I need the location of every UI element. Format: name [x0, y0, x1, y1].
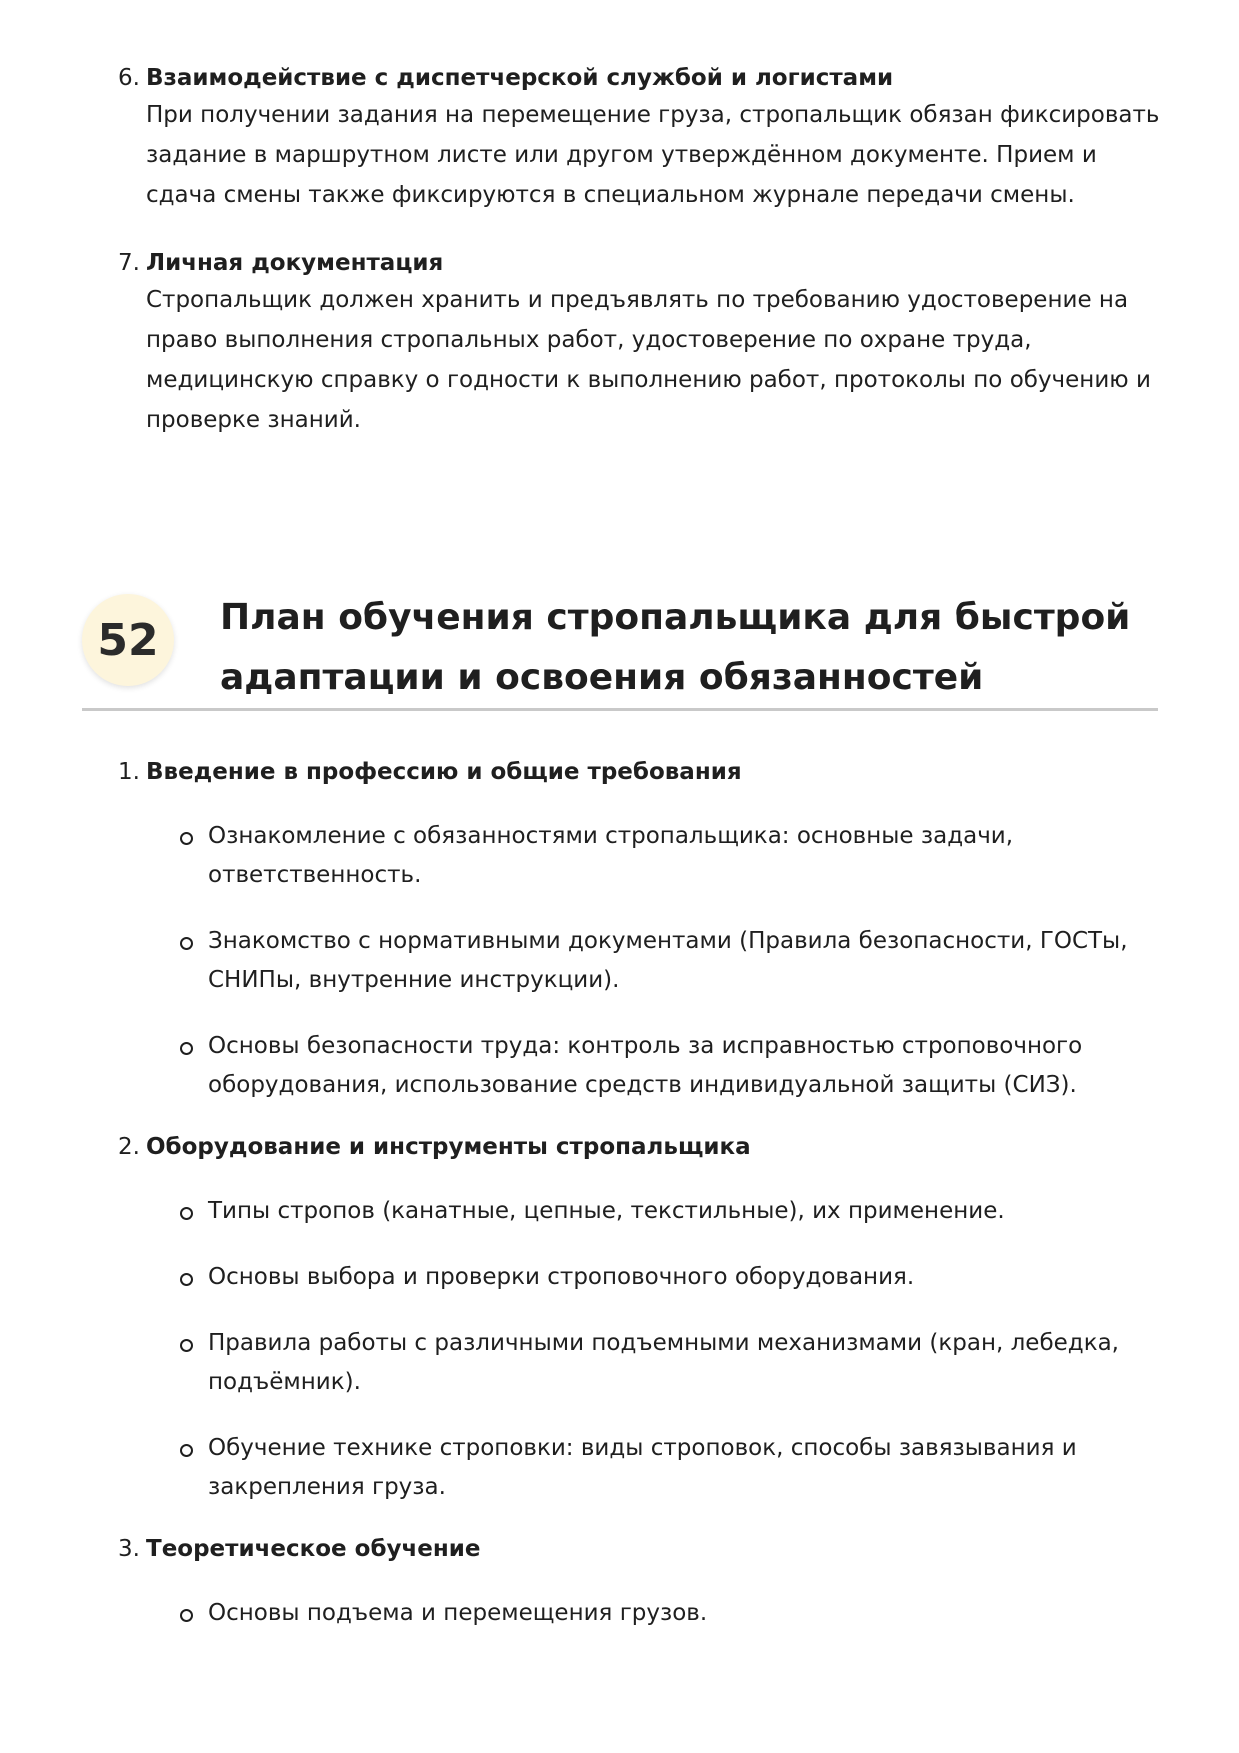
plan-item-number: 3. [118, 1536, 140, 1562]
plan-item-number: 2. [118, 1134, 140, 1160]
bullet-item [208, 1192, 1168, 1231]
item-body: Стропальщик должен хранить и предъявлять по требованию удостоверение на право выполнения стропальных работ, удостоверение по охране труда, медицинскую справку о годности к выполнению работ, протоколы по обучению и проверке знаний. [146, 287, 1151, 433]
bullet-text: Основы безопасности труда: контроль за исправностью строповочного оборудования, использование средств индивидуальной защиты (СИЗ). [208, 1033, 1083, 1098]
bullet-text: Основы выбора и проверки строповочного оборудования. [208, 1264, 915, 1290]
bullet-list [208, 1192, 1168, 1507]
bullet-text: Ознакомление с обязанностями стропальщика: основные задачи, ответственность. [208, 823, 1014, 888]
plan-item [118, 1132, 1168, 1507]
plan-item-number: 1. [118, 759, 140, 785]
plan-item-title: Оборудование и инструменты стропальщика [146, 1134, 751, 1160]
list-item [118, 63, 1168, 215]
circle-bullet-icon [180, 1042, 193, 1055]
item-title: Взаимодействие с диспетчерской службой и логистами [146, 65, 894, 91]
bullet-text: Обучение технике строповки: виды строповок, способы завязывания и закрепления груза. [208, 1435, 1077, 1500]
bullet-list [208, 1594, 1168, 1633]
bullet-text: Правила работы с различными подъемными механизмами (кран, лебедка, подъёмник). [208, 1330, 1119, 1395]
section-number-badge: 52 [82, 594, 174, 686]
bullet-text: Знакомство с нормативными документами (Правила безопасности, ГОСТы, СНИПы, внутренние инструкции). [208, 928, 1128, 993]
bullet-text: Основы подъема и перемещения грузов. [208, 1600, 708, 1626]
circle-bullet-icon [180, 1207, 193, 1220]
circle-bullet-icon [180, 1444, 193, 1457]
item-title: Личная документация [146, 250, 444, 276]
plan-item [118, 757, 1168, 1105]
training-plan-list [118, 757, 1168, 1660]
section-header [82, 588, 1158, 712]
section-divider [82, 708, 1158, 711]
section-title: План обучения стропальщика для быстрой адаптации и освоения обязанностей [220, 597, 1131, 698]
bullet-item [208, 1258, 1168, 1297]
bullet-item [208, 1594, 1168, 1633]
plan-item [118, 1534, 1168, 1633]
bullet-item [208, 1429, 1168, 1507]
circle-bullet-icon [180, 1609, 193, 1622]
plan-item-title: Теоретическое обучение [146, 1536, 481, 1562]
bullet-list [208, 817, 1168, 1105]
item-body: При получении задания на перемещение груза, стропальщик обязан фиксировать задание в маршрутном листе или другом утверждённом документе. Прием и сдача смены также фиксируются в специальном журнале передачи смены. [146, 102, 1160, 208]
bullet-text: Типы стропов (канатные, цепные, текстильные), их применение. [208, 1198, 1005, 1224]
circle-bullet-icon [180, 1339, 193, 1352]
circle-bullet-icon [180, 1273, 193, 1286]
item-number: 7. [118, 250, 140, 276]
continued-list [118, 63, 1168, 473]
circle-bullet-icon [180, 937, 193, 950]
item-number: 6. [118, 65, 140, 91]
bullet-item [208, 1027, 1168, 1105]
bullet-item [208, 1324, 1168, 1402]
list-item [118, 248, 1168, 440]
bullet-item [208, 922, 1168, 1000]
bullet-item [208, 817, 1168, 895]
circle-bullet-icon [180, 832, 193, 845]
plan-item-title: Введение в профессию и общие требования [146, 759, 742, 785]
